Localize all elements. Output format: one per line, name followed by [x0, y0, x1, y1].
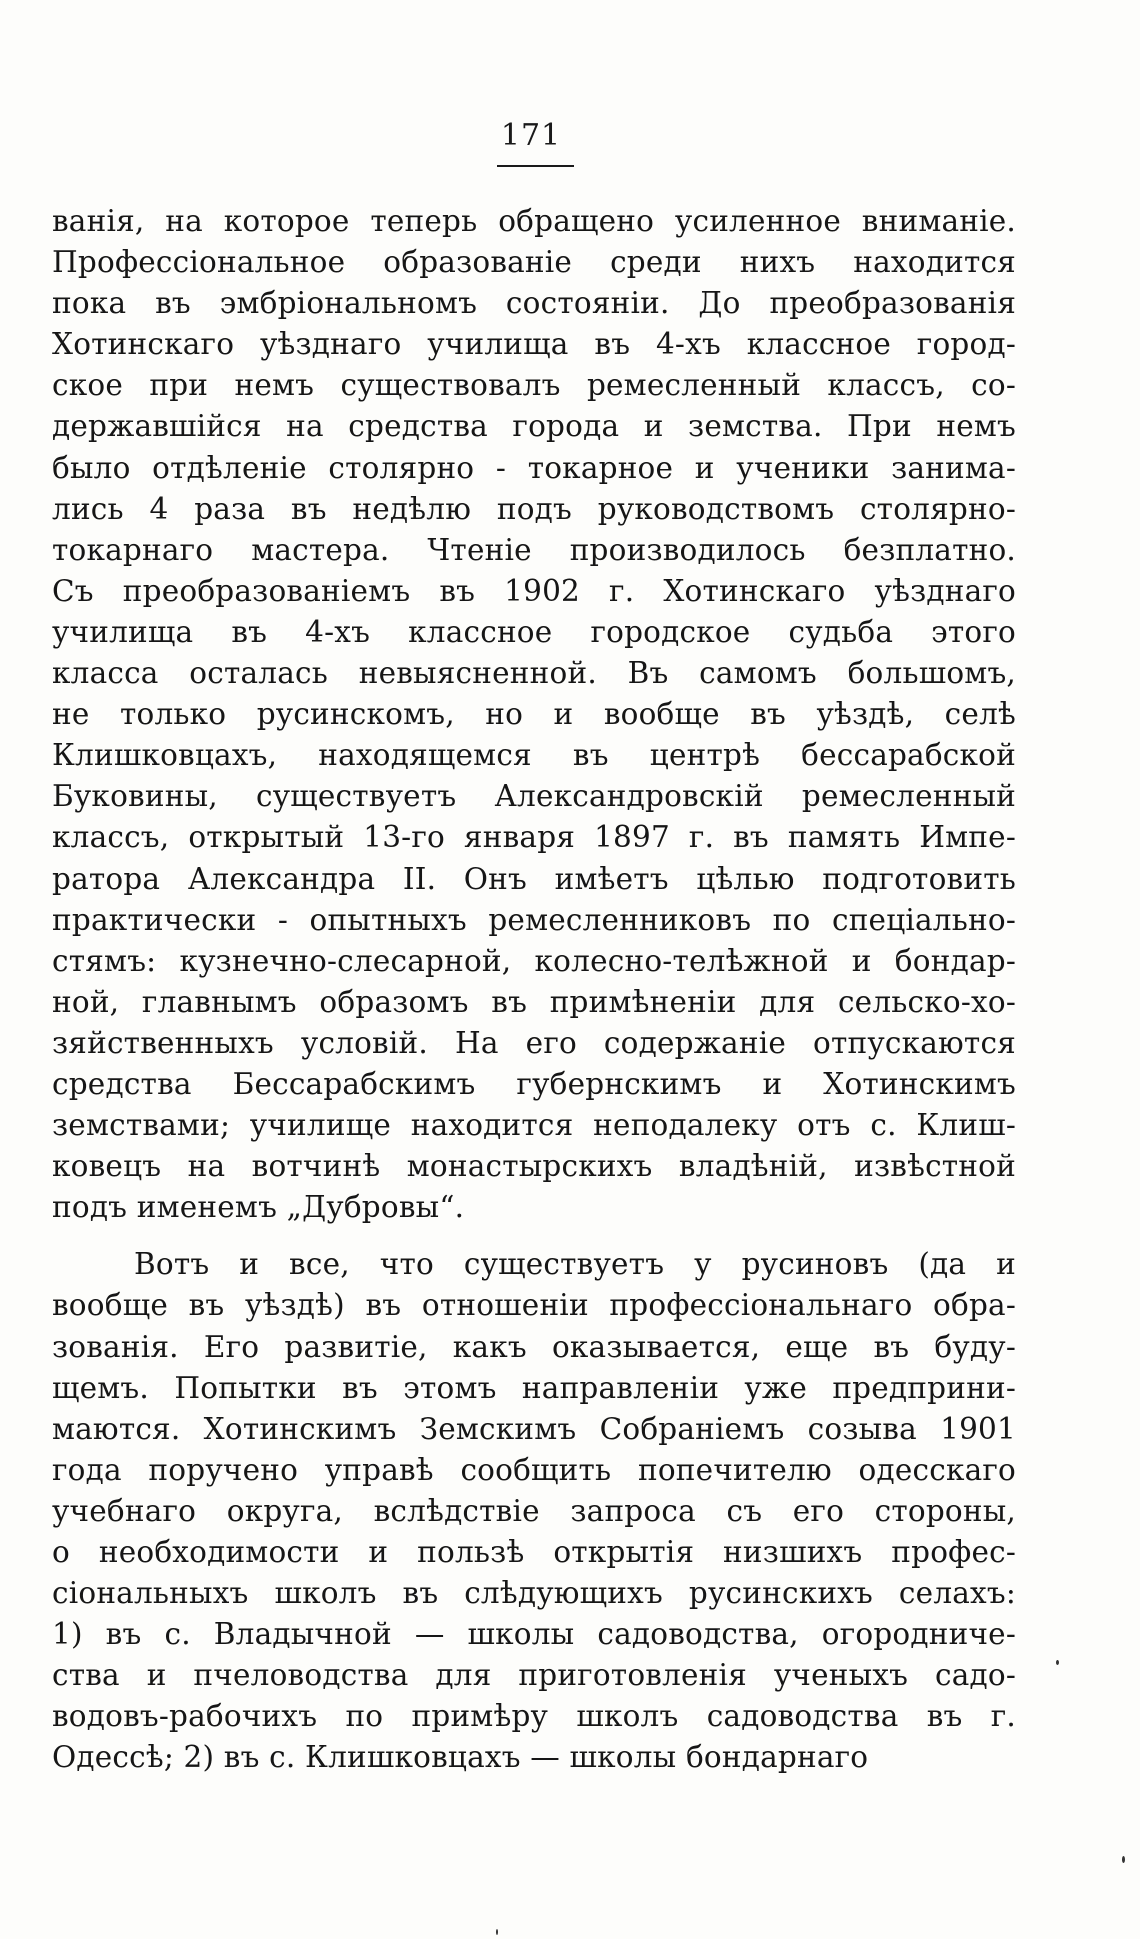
text-line: было отдѣленіе столярно - токарное и ученики занима-	[52, 450, 1016, 485]
text-line: зованія. Его развитіе, какъ оказывается, еще въ буду-	[52, 1329, 1016, 1364]
text-line: Одессѣ; 2) въ с. Клишковцахъ — школы бондарнаго	[52, 1740, 869, 1775]
text-line: учебнаго округа, вслѣдствіе запроса съ его стороны,	[52, 1493, 1016, 1528]
text-line: классъ, открытый 13-го января 1897 г. въ память Импе-	[52, 820, 1016, 855]
text-line: лись 4 раза въ недѣлю подъ руководствомъ столярно-	[52, 491, 1016, 526]
paragraph-gap	[52, 1228, 1016, 1244]
paragraph-1	[52, 201, 1016, 1228]
text-line: ковецъ на вотчинѣ монастырскихъ владѣній, извѣстной	[52, 1149, 1016, 1184]
text-line: вообще въ уѣздѣ) въ отношеніи профессіональнаго обра-	[52, 1288, 1016, 1323]
text-line: не только русинскомъ, но и вообще въ уѣздѣ, селѣ	[52, 697, 1016, 732]
text-line: зяйственныхъ условій. На его содержаніе отпускаются	[52, 1025, 1016, 1060]
text-line: Профессіональное образованіе среди нихъ находится	[52, 245, 1016, 280]
text-line: года поручено управѣ сообщить попечителю одесскаго	[52, 1452, 1016, 1487]
text-line: средства Бессарабскимъ губернскимъ и Хотинскимъ	[52, 1066, 1016, 1101]
text-line: Клишковцахъ, находящемся въ центрѣ бессарабской	[52, 738, 1016, 773]
paragraph-2	[52, 1244, 1016, 1778]
page-number-rule	[497, 165, 574, 167]
text-line: училища въ 4-хъ классное городское судьба этого	[52, 614, 1016, 649]
text-line: пока въ эмбріональномъ состояніи. До преобразованія	[52, 286, 1016, 321]
text-line: маются. Хотинскимъ Земскимъ Собраніемъ созыва 1901	[52, 1411, 1016, 1446]
text-line: 1) въ с. Владычной — школы садоводства, огородниче-	[52, 1617, 1016, 1652]
page-number: 171	[500, 118, 562, 153]
text-line: о необходимости и пользѣ открытія низшихъ профес-	[52, 1535, 1016, 1569]
text-line: подъ именемъ „Дубровы“.	[52, 1190, 465, 1225]
text-line: практически - опытныхъ ремесленниковъ по спеціально-	[52, 902, 1016, 937]
body-text	[52, 201, 1016, 1779]
print-speck	[1122, 1856, 1125, 1863]
text-line: ной, главнымъ образомъ въ примѣненіи для сельско-хо-	[52, 984, 1016, 1019]
print-speck	[496, 1929, 498, 1935]
text-line: Буковины, существуетъ Александровскій ремесленный	[52, 779, 1016, 814]
text-line: водовъ-рабочихъ по примѣру школъ садоводства въ г.	[52, 1699, 1016, 1734]
text-line: Хотинскаго уѣзднаго училища въ 4-хъ классное город-	[52, 327, 1016, 362]
text-line: класса осталась невыясненной. Въ самомъ большомъ,	[52, 656, 1016, 691]
text-line: Съ преобразованіемъ въ 1902 г. Хотинскаго уѣзднаго	[52, 573, 1016, 608]
text-line: токарнаго мастера. Чтеніе производилось безплатно.	[52, 532, 1016, 567]
text-line: ванія, на которое теперь обращено усиленное вниманіе.	[52, 204, 1016, 238]
text-line: ства и пчеловодства для приготовленія ученыхъ садо-	[52, 1658, 1016, 1693]
text-line: державшійся на средства города и земства. При немъ	[52, 409, 1016, 444]
text-line: щемъ. Попытки въ этомъ направленіи уже предприни-	[52, 1370, 1016, 1405]
print-speck	[1056, 1660, 1059, 1665]
text-line: Вотъ и все, что существуетъ у русиновъ (да и	[134, 1247, 1016, 1282]
text-line: земствами; училище находится неподалеку отъ с. Клиш-	[52, 1108, 1016, 1143]
text-line: ское при немъ существовалъ ремесленный классъ, со-	[52, 368, 1016, 403]
text-line: сіональныхъ школъ въ слѣдующихъ русинскихъ селахъ:	[52, 1576, 1016, 1611]
text-line: стямъ: кузнечно-слесарной, колесно-телѣжной и бондар-	[52, 943, 1016, 978]
text-line: ратора Александра II. Онъ имѣетъ цѣлью подготовить	[52, 861, 1016, 896]
